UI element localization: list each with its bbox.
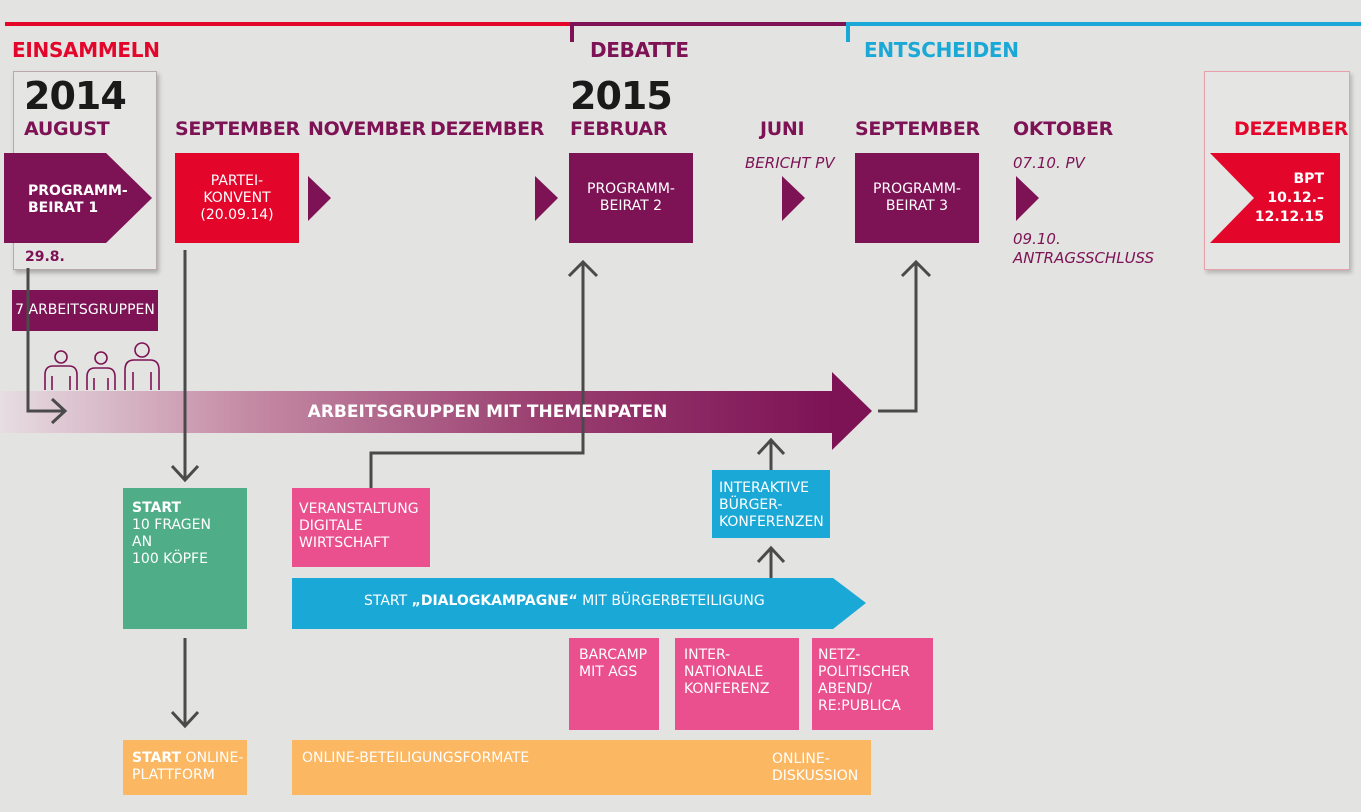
programmbeirat3-label: PROGRAMM- BEIRAT 3	[873, 181, 961, 214]
month-september-2014: SEPTEMBER	[175, 118, 300, 140]
programmbeirat1-label: PROGRAMM- BEIRAT 1	[28, 183, 128, 216]
antragsschluss-label: 09.10. ANTRAGSSCHLUSS	[1013, 230, 1155, 267]
dialogkampagne-label	[364, 593, 824, 610]
dialog-rest: MIT BÜRGERBETEILIGUNG	[577, 593, 765, 609]
fragen-label: 10 FRAGEN AN 100 KÖPFE	[132, 517, 211, 567]
dialog-bold: „DIALOGKAMPAGNE“	[411, 593, 578, 609]
month-juni: JUNI	[760, 118, 805, 140]
bericht-pv-label: BERICHT PV	[745, 154, 835, 172]
month-august: AUGUST	[24, 118, 110, 140]
start-label: START	[132, 500, 182, 516]
arbeitsgruppen7-label: 7 ARBEITSGRUPPEN	[15, 302, 155, 318]
people-icon	[45, 343, 159, 390]
date-29-8: 29.8.	[25, 249, 65, 265]
triangle-juni	[782, 176, 805, 221]
arbeitsgruppen-arrow-head	[832, 372, 872, 450]
month-dezember-2014: DEZEMBER	[430, 118, 545, 140]
bpt-label: BPT 10.12.– 12.12.15	[1254, 171, 1324, 225]
phase-debatte: DEBATTE	[590, 38, 689, 62]
start-fragen-label	[132, 500, 244, 568]
interaktive-label: INTERAKTIVE BÜRGER- KONFERENZEN	[719, 480, 824, 530]
start-online-label	[132, 750, 244, 784]
month-dezember-2015: DEZEMBER	[1234, 118, 1349, 140]
veranstaltung-label: VERANSTALTUNG DIGITALE WIRTSCHAFT	[299, 501, 419, 551]
arbeitsgruppen-themenpaten-label: ARBEITSGRUPPEN MIT THEMENPATEN	[307, 401, 668, 422]
online-diskussion-label: ONLINE- DISKUSSION	[772, 751, 859, 784]
start-online-rest: ONLINE- PLATTFORM	[132, 750, 244, 783]
triangle-dezember	[535, 176, 558, 221]
international-label: INTER- NATIONALE KONFERENZ	[684, 647, 770, 697]
month-september-2015: SEPTEMBER	[855, 118, 980, 140]
year-2015: 2015	[570, 74, 672, 118]
phase-einsammeln: EINSAMMELN	[12, 38, 160, 62]
dialog-start: START	[364, 593, 412, 609]
year-2014: 2014	[24, 74, 126, 118]
online-formate-label: ONLINE-BETEILIGUNGSFORMATE	[302, 750, 530, 766]
pv-0710-label: 07.10. PV	[1013, 154, 1085, 172]
parteikonvent-label: PARTEI- KONVENT (20.09.14)	[200, 172, 274, 223]
netzpolitisch-label: NETZ- POLITISCHER ABEND/ RE:PUBLICA	[818, 647, 910, 714]
month-november: NOVEMBER	[308, 118, 426, 140]
month-oktober: OKTOBER	[1013, 118, 1113, 140]
month-februar: FEBRUAR	[570, 118, 668, 140]
programmbeirat2-label: PROGRAMM- BEIRAT 2	[587, 181, 675, 214]
triangle-oktober	[1016, 176, 1039, 221]
phase-entscheiden: ENTSCHEIDEN	[864, 38, 1019, 62]
barcamp-label: BARCAMP MIT AGS	[579, 647, 648, 680]
triangle-november	[308, 176, 331, 221]
start-online-bold: START	[132, 750, 182, 766]
